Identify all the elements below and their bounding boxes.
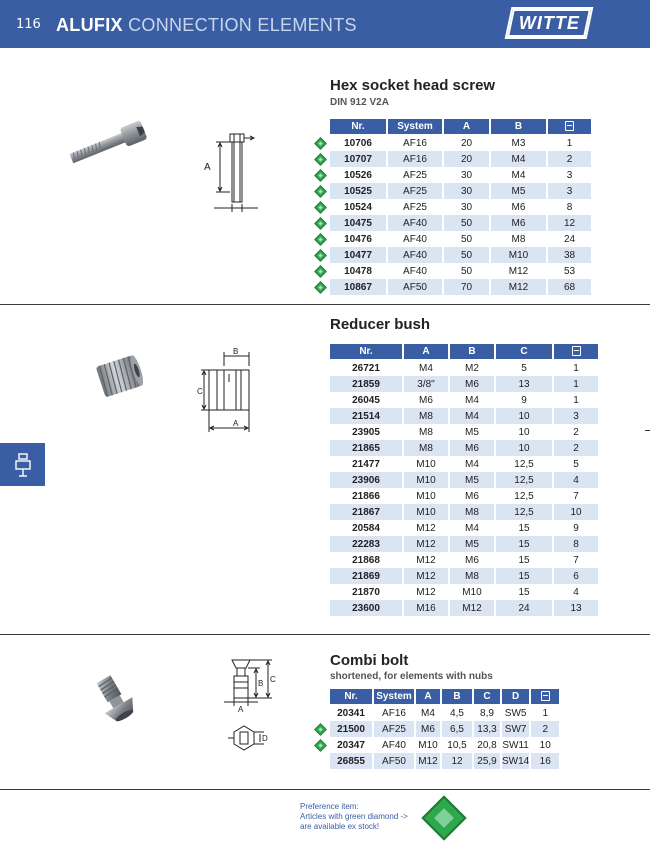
cell-a: M12	[416, 753, 440, 769]
cell-w: 12	[548, 215, 591, 231]
cell-c: 20,8	[477, 739, 497, 751]
cell-nr: 10706	[344, 137, 372, 149]
cell-w: 13	[554, 600, 598, 616]
table-row	[330, 279, 591, 295]
cell-nr: 10526	[344, 169, 372, 181]
hex-screw-table	[328, 119, 593, 295]
cell-w: 5	[573, 458, 579, 470]
cell-a: M10	[416, 458, 436, 470]
cell-system: AF25	[374, 721, 414, 737]
note-line-2: Articles with green diamond ->	[300, 812, 408, 821]
section-divider	[0, 634, 650, 635]
page-title	[56, 15, 357, 36]
preferred-item-diamond-icon	[314, 281, 327, 294]
table-row	[330, 504, 598, 520]
cell-c: 15	[518, 554, 530, 566]
cell-b: 10,5	[447, 739, 467, 751]
cell-w: 16	[531, 753, 559, 769]
page-number: 116	[16, 17, 41, 32]
cell-a: 20	[444, 151, 489, 167]
cell-b: M12	[450, 600, 494, 616]
col-weight	[554, 344, 598, 360]
combi-bolt-subtitle: shortened, for elements with nubs	[330, 671, 493, 682]
combi-bolt-table	[328, 689, 561, 769]
cell-nr: 21477	[352, 458, 380, 470]
cell-nr: 10478	[344, 265, 372, 277]
cell-a: M10	[404, 472, 448, 488]
cell-c: 10	[496, 440, 552, 456]
hex-screw-subtitle: DIN 912 V2A	[330, 97, 389, 108]
drawing-label-b: B	[233, 347, 239, 356]
cell-w: 3	[554, 408, 598, 424]
table-row	[330, 199, 591, 215]
cell-a: 30	[460, 201, 473, 213]
cell-w: 1	[554, 376, 598, 392]
preferred-item-diamond-icon	[314, 185, 327, 198]
cell-nr: 10477	[330, 247, 386, 263]
cell-nr: 21866	[352, 490, 380, 502]
drawing-label-c: C	[270, 675, 276, 684]
table-row	[330, 215, 591, 231]
cell-c: 15	[496, 536, 552, 552]
cell-c: 15	[518, 586, 530, 598]
margin-tick	[645, 430, 650, 431]
preferred-item-diamond-icon	[314, 249, 327, 262]
cell-b: M2	[465, 362, 479, 374]
cell-d: SW14	[502, 753, 529, 769]
cell-b: M6	[465, 490, 479, 502]
cell-w: 8	[554, 536, 598, 552]
note-line-3: are available ex stock!	[300, 822, 380, 831]
cell-a: M4	[421, 707, 435, 719]
cell-b: M5	[465, 426, 479, 438]
cell-nr: 10525	[330, 183, 386, 199]
cell-w: 2	[531, 721, 559, 737]
col-c: C	[474, 689, 500, 705]
cell-c: 13	[496, 376, 552, 392]
cell-a: 3/8"	[404, 376, 448, 392]
cell-nr: 23905	[352, 426, 380, 438]
cell-nr: 10524	[344, 201, 372, 213]
cell-c: 12,5	[514, 458, 534, 470]
combi-bolt-drawing	[220, 654, 290, 762]
cell-w: 68	[548, 279, 591, 295]
cell-b: M5	[491, 183, 546, 199]
cell-b: M12	[491, 279, 546, 295]
table-row	[330, 263, 591, 279]
cell-a: M8	[404, 408, 448, 424]
cell-system: AF40	[382, 739, 406, 751]
cell-system: AF40	[388, 215, 442, 231]
reducer-bush-photo	[90, 352, 150, 402]
table-row	[330, 424, 598, 440]
cell-nr: 26045	[352, 394, 380, 406]
hex-screw-photo	[60, 112, 160, 172]
cell-nr: 20584	[352, 522, 380, 534]
preferred-item-diamond-icon	[314, 137, 327, 150]
table-row	[330, 600, 598, 616]
cell-b: 6,5	[442, 721, 472, 737]
table-row	[330, 183, 591, 199]
preferred-item-diamond-icon	[314, 723, 327, 736]
cell-nr: 22283	[330, 536, 402, 552]
table-row	[330, 488, 598, 504]
cell-w: 2	[548, 151, 591, 167]
cell-c: 12,5	[514, 490, 534, 502]
cell-b: M6	[465, 554, 479, 566]
cell-c: 10	[518, 426, 530, 438]
cell-b: M6	[450, 376, 494, 392]
col-nr: Nr.	[330, 344, 402, 360]
table-row	[330, 440, 598, 456]
cell-nr: 21867	[330, 504, 402, 520]
cell-b: M6	[491, 215, 546, 231]
cell-b: M4	[465, 394, 479, 406]
drawing-label-a: A	[233, 419, 239, 428]
cell-b: M4	[465, 522, 479, 534]
drawing-label-a: A	[204, 162, 211, 173]
preferred-item-diamond-icon	[314, 169, 327, 182]
section-divider	[0, 304, 650, 305]
cell-system: AF50	[374, 753, 414, 769]
cell-a: 30	[460, 169, 473, 181]
col-a: A	[404, 344, 448, 360]
header-bar	[0, 0, 650, 48]
table-row	[330, 552, 598, 568]
cell-nr: 10707	[330, 151, 386, 167]
table-row	[330, 231, 591, 247]
cell-b: M4	[511, 169, 526, 181]
cell-w: 3	[566, 169, 573, 181]
table-row	[330, 151, 591, 167]
cell-system: AF50	[388, 279, 442, 295]
table-row	[330, 705, 559, 721]
cell-w: 1	[573, 394, 579, 406]
preferred-item-diamond-icon	[314, 201, 327, 214]
cell-c: 24	[496, 600, 552, 616]
cell-c: 10	[496, 408, 552, 424]
cell-a: 20	[460, 137, 473, 149]
table-row	[330, 456, 598, 472]
cell-c: 13,3	[474, 721, 500, 737]
cell-nr: 26721	[352, 362, 380, 374]
cell-w: 4	[573, 586, 579, 598]
note-line-1: Preference item:	[300, 802, 359, 811]
cell-a: 50	[444, 215, 489, 231]
table-row	[330, 167, 591, 183]
table-row	[330, 135, 591, 151]
table-row	[330, 753, 559, 769]
cell-nr: 20341	[337, 707, 365, 719]
cell-b: M12	[508, 265, 529, 277]
table-row	[330, 392, 598, 408]
table-row	[330, 472, 598, 488]
title-rest: CONNECTION ELEMENTS	[128, 15, 357, 35]
weight-icon	[565, 121, 574, 131]
cell-d: SW11	[502, 739, 529, 751]
table-row	[330, 568, 598, 584]
preferred-item-diamond-icon	[314, 265, 327, 278]
cell-b: M4	[491, 151, 546, 167]
brand-name: ALUFIX	[56, 15, 123, 35]
cell-b: M10	[491, 247, 546, 263]
col-b: B	[491, 119, 546, 135]
cell-system: AF25	[403, 201, 427, 213]
section-divider	[0, 789, 650, 790]
cell-system: AF25	[388, 183, 442, 199]
hex-screw-drawing	[200, 126, 260, 216]
col-weight	[531, 689, 559, 705]
cell-system: AF40	[403, 233, 427, 245]
cell-w: 1	[573, 362, 579, 374]
combi-bolt-photo	[80, 672, 144, 732]
col-b: B	[450, 344, 494, 360]
cell-b: M4	[450, 408, 494, 424]
cell-w: 38	[548, 247, 591, 263]
cell-w: 7	[573, 554, 579, 566]
reducer-bush-title: Reducer bush	[330, 316, 431, 333]
cell-a: M4	[419, 362, 433, 374]
preference-note	[300, 802, 408, 832]
cell-b: M3	[511, 137, 526, 149]
combi-bolt-title: Combi bolt	[330, 652, 409, 669]
cell-b: 4,5	[450, 707, 464, 719]
cell-c: 25,9	[474, 753, 500, 769]
cell-a: M10	[416, 490, 436, 502]
cell-b: M8	[511, 233, 526, 245]
cell-c: 12,5	[496, 504, 552, 520]
cell-b: M4	[465, 458, 479, 470]
col-weight	[548, 119, 591, 135]
col-d: D	[502, 689, 529, 705]
col-b: B	[442, 689, 472, 705]
cell-d: SW7	[502, 721, 529, 737]
cell-a: 50	[460, 233, 473, 245]
table-row	[330, 408, 598, 424]
table-row	[330, 376, 598, 392]
cell-a: 50	[460, 265, 473, 277]
cell-system: AF16	[388, 151, 442, 167]
col-nr: Nr.	[330, 689, 372, 705]
cell-c: 9	[521, 394, 527, 406]
cell-b: M10	[462, 586, 482, 598]
drawing-label-a: A	[238, 705, 244, 714]
cell-c: 5	[521, 362, 527, 374]
cell-nr: 21870	[352, 586, 380, 598]
cell-a: 30	[444, 183, 489, 199]
cell-w: 8	[566, 201, 573, 213]
cell-w: 53	[563, 265, 576, 277]
cell-a: M12	[416, 522, 436, 534]
col-nr: Nr.	[330, 119, 386, 135]
cell-a: M12	[416, 554, 436, 566]
cell-nr: 10867	[330, 279, 386, 295]
cell-nr: 20347	[337, 739, 365, 751]
cell-w: 1	[566, 137, 573, 149]
cell-w: 2	[573, 426, 579, 438]
cell-system: AF40	[388, 247, 442, 263]
col-system: System	[388, 119, 442, 135]
cell-w: 24	[563, 233, 576, 245]
preferred-item-diamond-icon	[314, 153, 327, 166]
cell-w: 2	[554, 440, 598, 456]
cell-b: M5	[450, 472, 494, 488]
cell-a: M16	[404, 600, 448, 616]
col-a: A	[416, 689, 440, 705]
reducer-bush-table	[328, 344, 600, 616]
cell-nr: 10476	[344, 233, 372, 245]
cell-a: M10	[418, 739, 438, 751]
table-row	[330, 536, 598, 552]
cell-w: 6	[554, 568, 598, 584]
cell-b: M5	[450, 536, 494, 552]
weight-icon	[572, 346, 581, 356]
cell-nr: 26855	[330, 753, 372, 769]
cell-c: 12,5	[496, 472, 552, 488]
table-row	[330, 247, 591, 263]
cell-d: SW5	[504, 707, 527, 719]
table-row	[330, 520, 598, 536]
cell-a: M8	[404, 440, 448, 456]
connector-icon	[14, 452, 32, 478]
col-c: C	[496, 344, 552, 360]
weight-icon	[541, 691, 550, 701]
cell-nr: 21500	[330, 721, 372, 737]
cell-nr: 23906	[330, 472, 402, 488]
cell-a: 50	[444, 247, 489, 263]
cell-nr: 21865	[330, 440, 402, 456]
cell-nr: 10475	[330, 215, 386, 231]
cell-b: 12	[442, 753, 472, 769]
cell-c: 15	[518, 522, 530, 534]
col-a: A	[444, 119, 489, 135]
cell-nr: 21868	[352, 554, 380, 566]
drawing-label-c: C	[197, 387, 203, 396]
cell-a: M12	[404, 568, 448, 584]
cell-a: M10	[404, 504, 448, 520]
drawing-label-d: D	[262, 734, 268, 743]
cell-a: M8	[419, 426, 433, 438]
cell-system: AF25	[403, 169, 427, 181]
col-system: System	[374, 689, 414, 705]
hex-screw-title: Hex socket head screw	[330, 77, 496, 94]
logo-text: WITTE	[518, 12, 580, 33]
category-side-tab	[0, 443, 45, 486]
table-row	[330, 721, 559, 737]
green-diamond-icon	[421, 795, 466, 840]
cell-c: 8,9	[480, 707, 494, 719]
cell-b: M6	[450, 440, 494, 456]
cell-nr: 21859	[330, 376, 402, 392]
cell-a: M12	[416, 586, 436, 598]
cell-a: M6	[419, 394, 433, 406]
cell-a: M6	[416, 721, 440, 737]
cell-w: 9	[573, 522, 579, 534]
preferred-item-diamond-icon	[314, 233, 327, 246]
cell-w: 4	[554, 472, 598, 488]
cell-w: 7	[573, 490, 579, 502]
cell-nr: 23600	[330, 600, 402, 616]
cell-a: 70	[444, 279, 489, 295]
cell-w: 3	[548, 183, 591, 199]
cell-b: M8	[450, 504, 494, 520]
cell-b: M8	[450, 568, 494, 584]
cell-nr: 21514	[330, 408, 402, 424]
cell-nr: 21869	[330, 568, 402, 584]
table-row	[330, 737, 559, 753]
cell-c: 15	[496, 568, 552, 584]
cell-w: 10	[554, 504, 598, 520]
drawing-label-b: B	[258, 679, 264, 688]
cell-system: AF16	[403, 137, 427, 149]
table-row	[330, 584, 598, 600]
cell-system: AF40	[403, 265, 427, 277]
cell-system: AF16	[382, 707, 406, 719]
preferred-item-diamond-icon	[314, 217, 327, 230]
cell-w: 10	[539, 739, 551, 751]
cell-a: M12	[404, 536, 448, 552]
cell-b: M6	[511, 201, 526, 213]
cell-w: 1	[542, 707, 549, 719]
table-row	[330, 360, 598, 376]
witte-logo	[505, 7, 594, 39]
preferred-item-diamond-icon	[314, 739, 327, 752]
reducer-bush-drawing	[195, 346, 265, 434]
